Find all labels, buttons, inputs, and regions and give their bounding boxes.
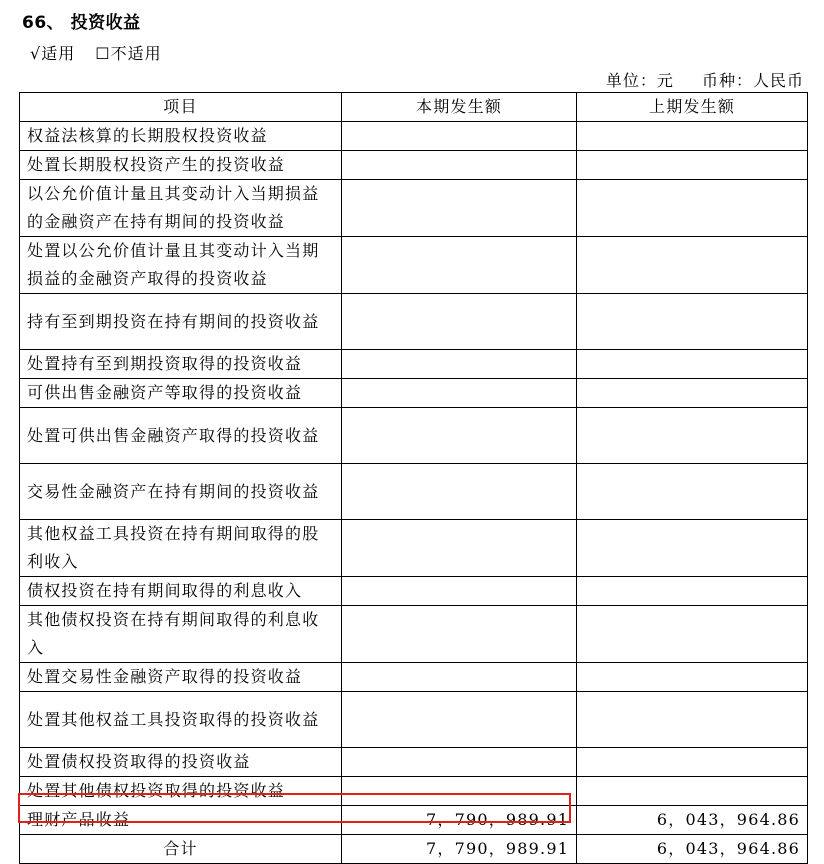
row-item: 处置持有至到期投资取得的投资收益: [20, 350, 342, 379]
total-previous: 6，043，964.86: [577, 835, 808, 864]
table-row: [20, 237, 808, 294]
row-item: 处置以公允价值计量且其变动计入当期损益的金融资产取得的投资收益: [20, 237, 342, 294]
not-applicable-option: ☐不适用: [95, 44, 162, 63]
row-current: [341, 350, 576, 379]
investment-income-table: [19, 92, 808, 864]
row-current: [341, 663, 576, 692]
table-row: [20, 379, 808, 408]
row-item: 债权投资在持有期间取得的利息收入: [20, 577, 342, 606]
table-row: [20, 350, 808, 379]
header-previous-period: 上期发生额: [577, 93, 808, 122]
header-item: 项目: [20, 93, 342, 122]
row-current: [341, 606, 576, 663]
table-row: [20, 577, 808, 606]
table-row: [20, 692, 808, 748]
row-previous: [577, 464, 808, 520]
row-previous: [577, 379, 808, 408]
row-current: [341, 748, 576, 777]
row-item: 可供出售金融资产等取得的投资收益: [20, 379, 342, 408]
row-previous: [577, 777, 808, 806]
row-current: [341, 180, 576, 237]
table-row: [20, 464, 808, 520]
applicability-options: [30, 41, 176, 64]
row-current: [341, 692, 576, 748]
row-previous: [577, 748, 808, 777]
row-previous: [577, 180, 808, 237]
section-title: 66、 投资收益: [22, 13, 141, 33]
row-item: 处置交易性金融资产取得的投资收益: [20, 663, 342, 692]
row-item: 其他债权投资在持有期间取得的利息收入: [20, 606, 342, 663]
total-current: 7，790，989.91: [341, 835, 576, 864]
row-previous: [577, 237, 808, 294]
currency-label: 币种：人民币: [701, 71, 804, 90]
total-label: 合计: [20, 835, 342, 864]
row-item: 处置可供出售金融资产取得的投资收益: [20, 408, 342, 464]
row-current: [341, 408, 576, 464]
row-previous: [577, 577, 808, 606]
row-current: 7，790，989.91: [341, 806, 576, 835]
wealth-product-income-row: [20, 806, 808, 835]
row-previous: [577, 408, 808, 464]
row-previous: [577, 606, 808, 663]
table-row: [20, 122, 808, 151]
row-previous: [577, 692, 808, 748]
row-item: 持有至到期投资在持有期间的投资收益: [20, 294, 342, 350]
row-previous: [577, 350, 808, 379]
table-row: [20, 408, 808, 464]
table-row: [20, 663, 808, 692]
header-current-period: 本期发生额: [341, 93, 576, 122]
row-previous: [577, 663, 808, 692]
row-item: 处置其他权益工具投资取得的投资收益: [20, 692, 342, 748]
row-item: 以公允价值计量且其变动计入当期损益的金融资产在持有期间的投资收益: [20, 180, 342, 237]
table-row: [20, 777, 808, 806]
row-item: 处置其他债权投资取得的投资收益: [20, 777, 342, 806]
row-previous: [577, 122, 808, 151]
row-current: [341, 294, 576, 350]
total-row: [20, 835, 808, 864]
row-item: 其他权益工具投资在持有期间取得的股利收入: [20, 520, 342, 577]
row-current: [341, 151, 576, 180]
table-row: [20, 180, 808, 237]
row-item: 交易性金融资产在持有期间的投资收益: [20, 464, 342, 520]
row-item: 处置债权投资取得的投资收益: [20, 748, 342, 777]
row-item: 处置长期股权投资产生的投资收益: [20, 151, 342, 180]
row-previous: [577, 520, 808, 577]
table-row: [20, 606, 808, 663]
table-row: [20, 748, 808, 777]
row-previous: [577, 151, 808, 180]
table-row: [20, 520, 808, 577]
row-current: [341, 122, 576, 151]
table-row: [20, 294, 808, 350]
row-item: 权益法核算的长期股权投资收益: [20, 122, 342, 151]
row-current: [341, 577, 576, 606]
unit-label: 单位：元: [605, 71, 674, 90]
row-current: [341, 777, 576, 806]
row-previous: 6，043，964.86: [577, 806, 808, 835]
applicable-option: √适用: [30, 44, 76, 63]
row-item: 理财产品收益: [20, 806, 342, 835]
row-current: [341, 379, 576, 408]
row-current: [341, 237, 576, 294]
row-previous: [577, 294, 808, 350]
unit-line: [606, 68, 804, 91]
table-row: [20, 151, 808, 180]
table-header-row: [20, 93, 808, 122]
row-current: [341, 464, 576, 520]
row-current: [341, 520, 576, 577]
